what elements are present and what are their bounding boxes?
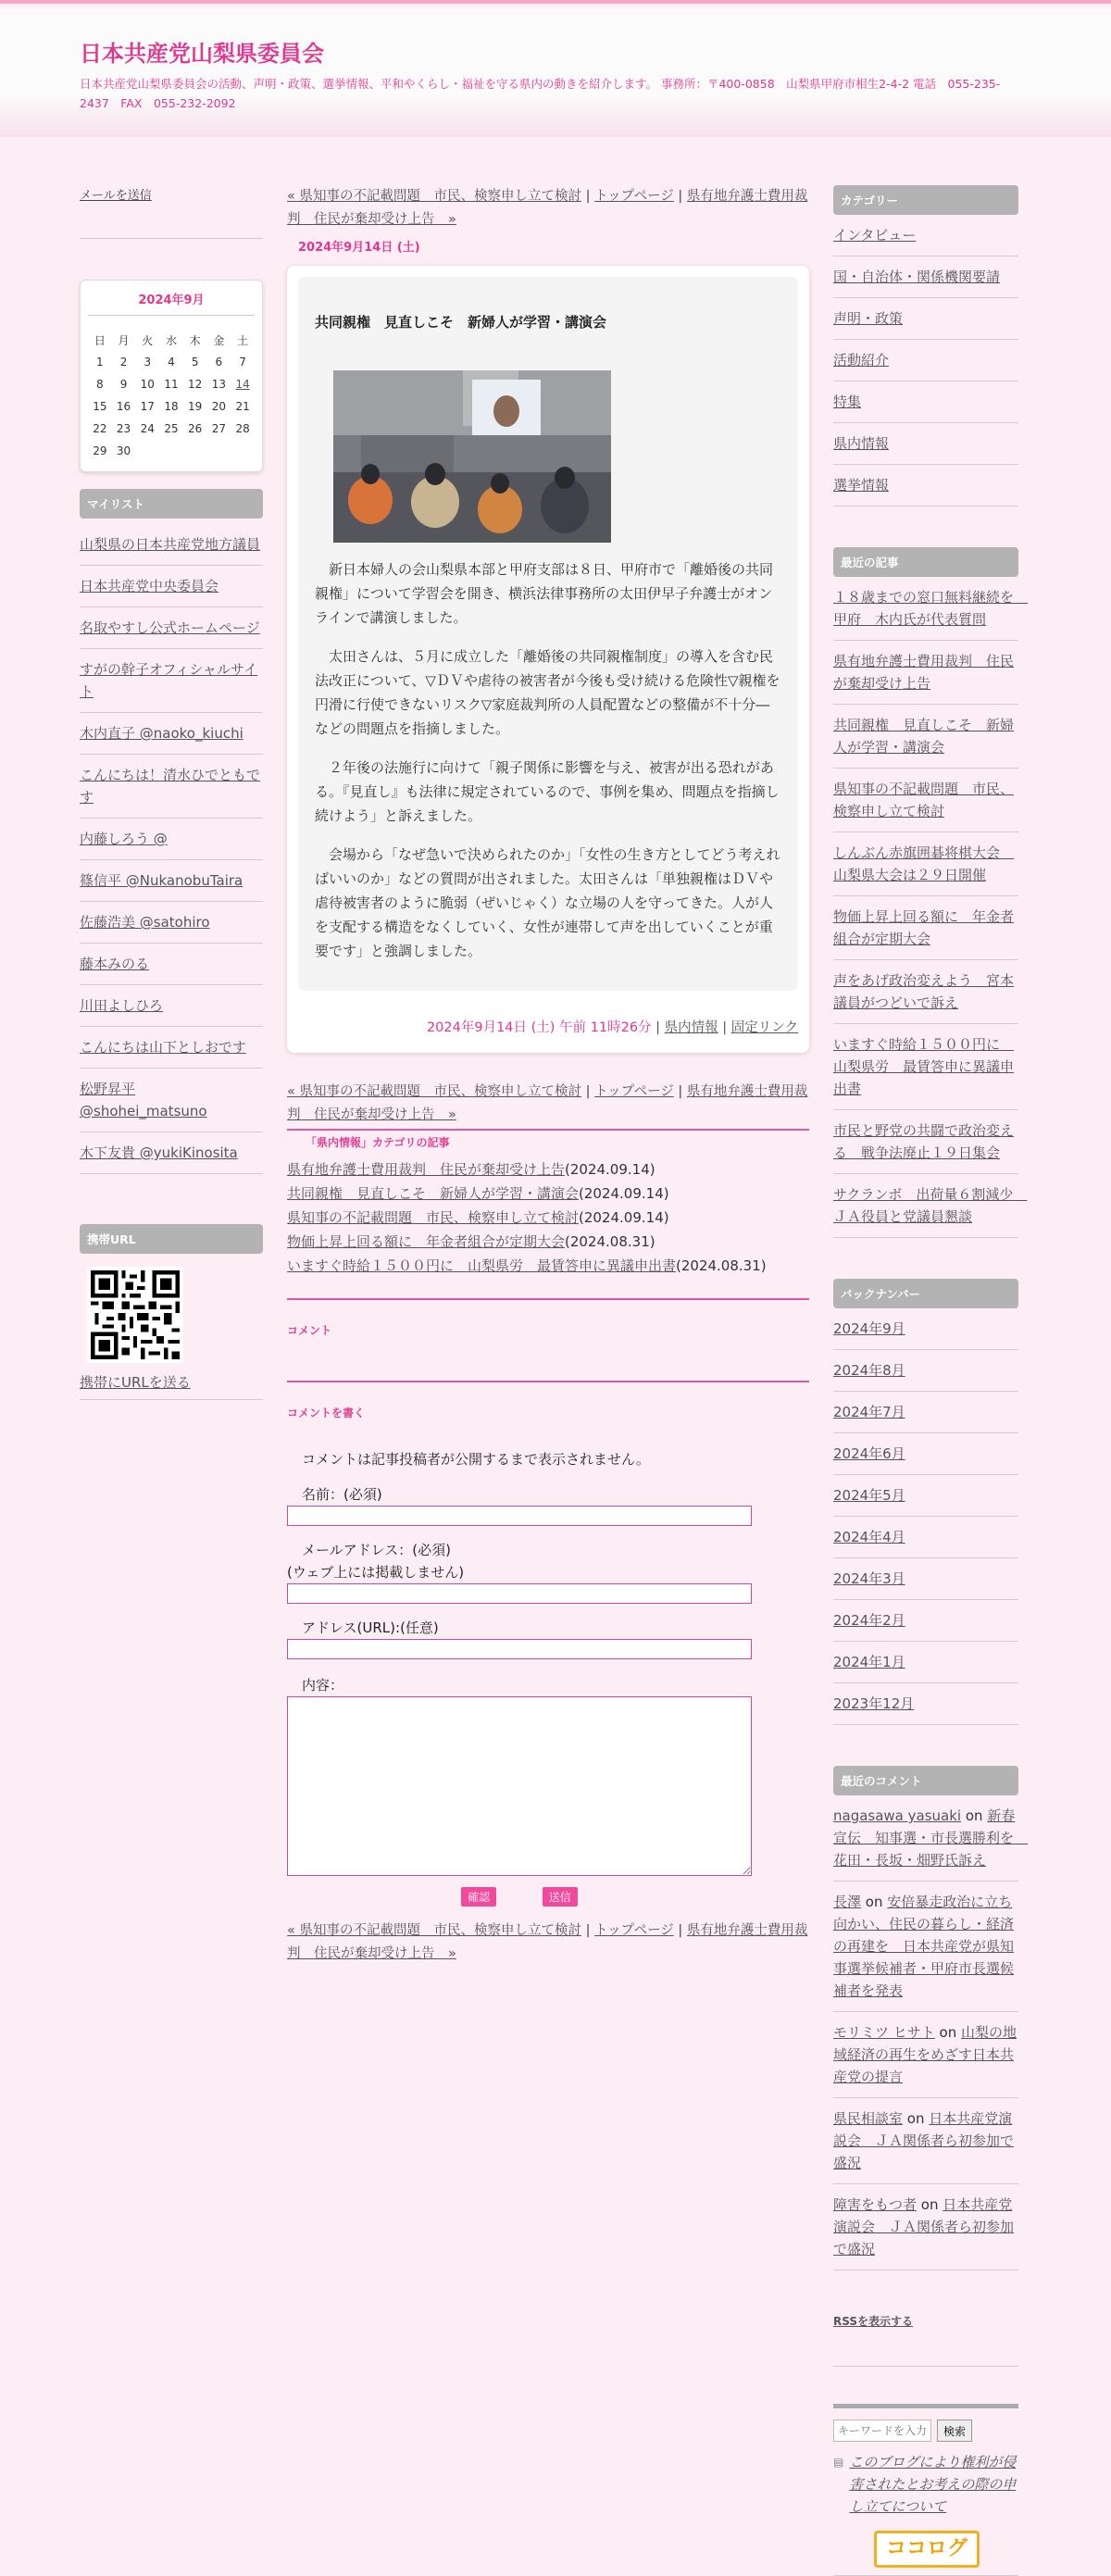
calendar — [80, 280, 263, 472]
weekday: 水 — [165, 333, 177, 347]
calendar-day: 21 — [235, 400, 250, 413]
weekday: 木 — [189, 333, 201, 347]
list-item — [833, 960, 1018, 1024]
weekday: 月 — [118, 333, 130, 347]
calendar-day: 30 — [116, 444, 131, 457]
category-link[interactable]: 声明・政策 — [833, 310, 904, 327]
url-field[interactable] — [287, 1639, 752, 1659]
comment-on: on — [934, 2024, 962, 2041]
mylist-link[interactable]: 佐藤浩美 @satohiro — [80, 914, 210, 931]
category-articles-heading: 「県内情報」カテゴリの記事 — [306, 1136, 450, 1149]
mylist-link[interactable]: 藤本みのる — [80, 956, 150, 972]
entry-nav-bottom — [287, 1919, 809, 1966]
calendar-day: 12 — [188, 378, 203, 391]
site-header — [0, 0, 1111, 137]
calendar-day-link[interactable] — [231, 373, 255, 395]
category-link[interactable]: 活動紹介 — [833, 352, 890, 369]
nav-separator: | — [673, 1084, 687, 1099]
mylist-link[interactable]: 松野昇平 @shohei_matsuno — [80, 1081, 207, 1119]
site-description: 日本共産党山梨県委員会の活動、声明・政策、選挙情報、平和やくらし・福祉を守る県内の動きを紹介します。 事務所：〒400-0858 山梨県甲府市相生2-4-2 電話 055-235-2437 FAX 055-232-2092 — [80, 77, 1001, 110]
next-entry-link[interactable]: 県有地弁護士費用裁判 住民が棄却受け上告 » — [287, 1084, 808, 1122]
comment-post-link[interactable]: 日本共産党演説会 ＪＡ関係者ら初参加で盛況 — [833, 2110, 1015, 2171]
name-label: 名前：(必須) — [302, 1486, 382, 1503]
list-item — [80, 1069, 263, 1132]
mylist-link[interactable]: 川田よしひろ — [80, 997, 164, 1014]
lecture-photo[interactable] — [333, 370, 611, 543]
mylist-link[interactable]: すがの幹子オフィシャルサイト — [80, 661, 258, 700]
list-item — [80, 713, 263, 755]
list-item — [80, 607, 263, 649]
list-item — [80, 902, 263, 944]
backnumber-link[interactable]: 2024年8月 — [833, 1362, 905, 1379]
list-item — [80, 566, 263, 607]
divider — [833, 2366, 1018, 2367]
list-item — [287, 1206, 809, 1230]
entry-category-link[interactable]: 県内情報 — [664, 1020, 718, 1035]
right-sidebar — [833, 185, 1029, 2576]
search-divider — [833, 2404, 1018, 2408]
write-comment-heading: コメントを書く — [287, 1407, 366, 1419]
calendar-day: 10 — [140, 378, 155, 391]
divider — [287, 1129, 809, 1131]
backnumber-link[interactable]: 2024年9月 — [833, 1320, 905, 1337]
recent-article-link[interactable]: 県知事の不記載問題 市民、検察申し立て検討 — [833, 781, 1015, 819]
list-item — [833, 1882, 1018, 2012]
comment-on: on — [961, 1807, 988, 1824]
main-content — [287, 185, 809, 1966]
nav-separator: | — [580, 1923, 595, 1938]
calendar-week — [88, 440, 255, 462]
mobile-url-heading: 携帯URL — [80, 1224, 263, 1254]
article-date: (2024.09.14) — [579, 1185, 669, 1202]
divider — [80, 238, 263, 239]
category-article-link[interactable]: 県知事の不記載問題 市民、検察申し立て検討 — [287, 1209, 580, 1226]
send-mail-link[interactable]: メールを送信 — [80, 189, 152, 203]
calendar-day: 19 — [188, 400, 203, 413]
recent-comments-list — [833, 1795, 1029, 2270]
comment-author-link[interactable]: 障害をもつ者 — [833, 2196, 918, 2213]
article-date: (2024.08.31) — [676, 1257, 767, 1274]
calendar-day: 13 — [211, 378, 226, 391]
category-article-link[interactable]: 県有地弁護士費用裁判 住民が棄却受け上告 — [287, 1161, 566, 1178]
list-item — [287, 1230, 809, 1254]
mylist-link[interactable]: 木下友貴 @yukiKinosita — [80, 1144, 238, 1161]
mylist — [80, 524, 263, 1174]
confirm-button[interactable]: 確認 — [461, 1887, 496, 1907]
weekday: 火 — [142, 333, 154, 347]
list-item — [833, 769, 1018, 832]
mylist-link[interactable]: 名取やすし公式ホームページ — [80, 619, 260, 636]
recent-article-link[interactable]: サクランボ 出荷量６割減少 ＪＡ役員と党議員懇談 — [833, 1186, 1028, 1225]
list-item — [833, 1642, 1018, 1683]
content-label: 内容： — [302, 1677, 344, 1694]
backnumber-link[interactable]: 2024年2月 — [833, 1612, 905, 1629]
article-date: (2024.09.14) — [579, 1209, 669, 1226]
backnumber-link[interactable]: 2024年4月 — [833, 1529, 905, 1545]
list-item — [833, 1174, 1028, 1238]
backnumber-link[interactable]: 2024年6月 — [833, 1445, 905, 1462]
mylist-link[interactable]: こんにちは山下としおです — [80, 1039, 246, 1056]
date-header: 2024年9月14日 (土) — [298, 241, 420, 255]
comment-author-link[interactable]: モリミツ ヒサト — [833, 2024, 935, 2041]
backnumber-link[interactable]: 2024年3月 — [833, 1570, 905, 1587]
calendar-day: 27 — [211, 422, 226, 435]
list-item — [833, 1350, 1018, 1392]
divider — [287, 1298, 809, 1300]
list-item — [833, 1795, 1029, 1882]
list-item — [833, 340, 1018, 381]
list-item — [833, 641, 1018, 705]
calendar-week — [88, 395, 255, 418]
recent-article-link[interactable]: １８歳までの窓口無料継続を 甲府 木内氏が代表質問 — [833, 589, 1029, 628]
email-note: (ウェブ上には掲載しません) — [287, 1564, 465, 1581]
comment-post-link[interactable]: 日本共産党演説会 ＪＡ関係者ら初参加で盛況 — [833, 2196, 1015, 2257]
list-item — [833, 705, 1018, 769]
comment-notice: コメントは記事投稿者が公開するまで表示されません。 — [302, 1451, 650, 1468]
calendar-day: 17 — [140, 400, 155, 413]
calendar-title: 2024年9月 — [88, 290, 255, 316]
category-article-link[interactable]: いますぐ時給１５００円に 山梨県労 最賃答申に異議申出書 — [287, 1257, 677, 1274]
mylist-link[interactable]: 木内直子 @naoko_kiuchi — [80, 725, 243, 742]
comment-on: on — [917, 2196, 943, 2213]
list-item — [80, 944, 263, 985]
footer-separator: | — [722, 1020, 731, 1035]
recent-article-link[interactable]: 市民と野党の共闘で政治変える 戦争法廃止１９日集会 — [833, 1122, 1015, 1161]
list-item — [833, 298, 1018, 340]
list-item — [833, 2184, 1018, 2270]
report-row — [833, 2451, 1018, 2518]
rights-report-link[interactable]: このブログにより権利が侵害されたとお考えの際の申し立てについて — [849, 2454, 1017, 2515]
weekday: 金 — [213, 333, 225, 347]
recent-article-link[interactable]: いますぐ時給１５００円に 山梨県労 最賃答申に異議申出書 — [833, 1036, 1015, 1097]
calendar-day: 1 — [96, 356, 104, 369]
list-item — [80, 860, 263, 902]
weekday: 土 — [237, 333, 249, 347]
email-label: メールアドレス：(必須) — [302, 1542, 451, 1558]
nav-separator: | — [580, 1084, 595, 1099]
top-page-link[interactable]: トップページ — [594, 1084, 674, 1099]
list-item — [833, 1392, 1018, 1433]
calendar-day: 4 — [168, 356, 175, 369]
category-article-link[interactable]: 共同親権 見直しこそ 新婦人が学習・講演会 — [287, 1185, 580, 1202]
search-input[interactable] — [833, 2420, 931, 2442]
calendar-day: 7 — [239, 356, 246, 369]
calendar-day: 5 — [191, 356, 199, 369]
entry-nav-top — [287, 185, 809, 231]
entry-footer — [298, 1017, 798, 1036]
search-box — [833, 2420, 1018, 2442]
recent-article-link[interactable]: 県有地弁護士費用裁判 住民が棄却受け上告 — [833, 653, 1015, 692]
entry-paragraph: 太田さんは、５月に成立した「離婚後の共同親権制度」の導入を含む民法改正について、▽ＤＶや虐待の被害者が今後も受け続ける危険性▽親権を円滑に行使できないリスク▽家庭裁判所の人員配置などの整備が不十分―などの問題点を指摘しました。 — [315, 648, 780, 737]
recent-articles-list — [833, 577, 1029, 1238]
calendar-day: 3 — [144, 356, 152, 369]
list-item — [833, 381, 1018, 423]
calendar-week — [88, 418, 255, 440]
backnumber-link[interactable]: 2024年7月 — [833, 1404, 905, 1420]
calendar-day: 18 — [164, 400, 179, 413]
calendar-day: 25 — [164, 422, 179, 435]
entry-paragraph: 新日本婦人の会山梨県本部と甲府支部は８日、甲府市で「離婚後の共同親権」について学習会を開き、横浜法律事務所の太田伊早子弁護士がオンラインで講演しました。 — [315, 561, 774, 626]
list-item — [287, 1254, 809, 1278]
backnumber-link[interactable]: 2024年1月 — [833, 1654, 905, 1670]
entry-nav-middle — [287, 1081, 809, 1127]
calendar-week — [88, 373, 255, 395]
list-item — [80, 1027, 263, 1069]
list-item — [833, 1308, 1018, 1350]
calendar-day — [231, 440, 255, 462]
category-article-link[interactable]: 物価上昇上回る額に 年金者組合が定期大会 — [287, 1233, 566, 1250]
comment-post-link[interactable]: 新春宣伝 知事選・市長選勝利を 花田・長坂・畑野氏訴え — [833, 1807, 1029, 1869]
comment-author-link[interactable]: 県民相談室 — [833, 2110, 904, 2127]
list-item — [833, 1558, 1018, 1600]
calendar-week — [88, 351, 255, 373]
list-item — [80, 985, 263, 1027]
search-button[interactable]: 検索 — [937, 2420, 972, 2442]
calendar-day — [135, 440, 159, 462]
list-item — [80, 649, 263, 713]
prev-entry-link[interactable]: « 県知事の不記載問題 市民、検察申し立て検討 — [287, 1084, 581, 1099]
entry-body — [315, 557, 781, 963]
list-item — [833, 577, 1029, 641]
category-link[interactable]: インタビュー — [833, 227, 917, 244]
mylist-link[interactable]: 内藤しろう @ — [80, 831, 168, 847]
mylist-link[interactable]: 山梨県の日本共産党地方議員 — [80, 536, 261, 553]
recent-article-link[interactable]: 物価上昇上回る額に 年金者組合が定期大会 — [833, 908, 1015, 947]
calendar-weekdays — [88, 329, 255, 351]
list-item — [80, 524, 263, 566]
calendar-day: 9 — [119, 378, 128, 391]
list-item — [833, 2012, 1018, 2098]
calendar-day: 15 — [93, 400, 107, 413]
list-item — [287, 1157, 809, 1182]
prev-entry-link[interactable]: « 県知事の不記載問題 市民、検察申し立て検討 — [287, 189, 581, 204]
comment-post-link[interactable]: 安倍暴走政治に立ち向かい、住民の暮らし・経済の再建を 日本共産党が県知事選挙候補者・甲府市長選候補者を発表 — [833, 1894, 1015, 1999]
calendar-day: 6 — [215, 356, 223, 369]
calendar-day — [183, 440, 207, 462]
calendar-day: 22 — [93, 422, 107, 435]
calendar-day: 8 — [96, 378, 104, 391]
left-sidebar — [80, 185, 263, 1400]
list-item — [833, 1433, 1018, 1475]
calendar-day — [159, 440, 183, 462]
divider — [80, 1399, 263, 1400]
list-item — [80, 755, 263, 819]
list-item — [833, 1683, 1018, 1725]
send-url-to-mobile-link[interactable]: 携帯にURLを送る — [80, 1374, 191, 1391]
nav-separator: | — [673, 1923, 687, 1938]
url-label: アドレス(URL):(任意) — [302, 1619, 439, 1636]
entry — [287, 266, 809, 1053]
backnumber-list — [833, 1308, 1018, 1725]
calendar-day: 24 — [140, 422, 155, 435]
list-item — [833, 1475, 1018, 1517]
list-item — [287, 1182, 809, 1206]
site-title[interactable]: 日本共産党山梨県委員会 — [80, 41, 324, 67]
calendar-day: 11 — [164, 378, 179, 391]
mylist-link[interactable]: こんにちは！清水ひでともです — [80, 767, 261, 806]
category-link[interactable]: 国・自治体・関係機関要請 — [833, 269, 1001, 285]
comment-content-field[interactable] — [287, 1696, 752, 1876]
nav-separator: | — [673, 189, 687, 204]
comment-author-link[interactable]: nagasawa yasuaki — [833, 1807, 962, 1824]
mylist-link[interactable]: 日本共産党中央委員会 — [80, 578, 219, 594]
entry-paragraph: ２年後の法施行に向けて「親子関係に影響を与え、被害が出る恐れがある。『見直し』も法律に規定されているので、事例を集め、問題点を指摘し続けよう」と訴えました。 — [315, 759, 780, 824]
top-page-link[interactable]: トップページ — [594, 189, 674, 204]
entry-inner — [298, 277, 798, 991]
list-item — [833, 1024, 1018, 1110]
list-item — [833, 423, 1018, 465]
top-page-link[interactable]: トップページ — [594, 1923, 674, 1938]
calendar-day — [207, 440, 231, 462]
entry-title: 共同親権 見直しこそ 新婦人が学習・講演会 — [315, 314, 607, 331]
category-link[interactable]: 県内情報 — [833, 435, 890, 452]
category-list — [833, 215, 1018, 506]
backnumber-link[interactable]: 2024年5月 — [833, 1487, 905, 1504]
document-icon: ▤ — [833, 2456, 844, 2469]
calendar-table — [88, 329, 255, 462]
rss-link[interactable]: RSSを表示する — [833, 2315, 913, 2328]
recent-article-link[interactable]: しんぶん赤旗囲碁将棋大会 山梨県大会は２９日開催 — [833, 844, 1015, 883]
next-entry-link[interactable]: 県有地弁護士費用裁判 住民が棄却受け上告 » — [287, 189, 808, 227]
email-field[interactable] — [287, 1583, 752, 1604]
backnumber-heading: バックナンバー — [833, 1279, 1018, 1308]
calendar-day: 23 — [116, 422, 131, 435]
list-item — [833, 896, 1018, 960]
name-field[interactable] — [287, 1506, 752, 1526]
list-item — [80, 819, 263, 860]
recent-article-link[interactable]: 声をあげ政治変えよう 宮本議員がつどいで訴え — [833, 972, 1015, 1011]
list-item — [833, 832, 1018, 896]
form-buttons — [287, 1887, 752, 1907]
calendar-day: 20 — [211, 400, 226, 413]
next-entry-link[interactable]: 県有地弁護士費用裁判 住民が棄却受け上告 » — [287, 1923, 808, 1961]
prev-entry-link[interactable]: « 県知事の不記載問題 市民、検察申し立て検討 — [287, 1923, 581, 1938]
category-articles-list — [287, 1157, 809, 1278]
list-item — [833, 465, 1018, 506]
divider — [287, 1381, 809, 1382]
calendar-day: 26 — [188, 422, 203, 435]
mylist-heading: マイリスト — [80, 489, 263, 519]
weekday: 日 — [94, 333, 106, 347]
comment-author-link[interactable]: 長澤 — [833, 1894, 862, 1910]
nav-separator: | — [580, 189, 595, 204]
list-item — [833, 1517, 1018, 1558]
calendar-day: 28 — [235, 422, 250, 435]
calendar-day: 16 — [116, 400, 131, 413]
backnumber-link[interactable]: 2023年12月 — [833, 1695, 915, 1712]
calendar-day: 2 — [119, 356, 128, 369]
calendar-day-14-link[interactable]: 14 — [235, 378, 250, 391]
entry-datetime: 2024年9月14日 (土) 午前 11時26分 — [426, 1020, 652, 1035]
mylist-link[interactable]: 篠信平 @NukanobuTaira — [80, 872, 243, 889]
comment-post-link[interactable]: 山梨の地域経済の再生をめざす日本共産党の提言 — [833, 2024, 1017, 2085]
list-item — [833, 1600, 1018, 1642]
comment-on: on — [861, 1894, 888, 1910]
category-heading: カテゴリー — [833, 185, 1018, 215]
list-item — [833, 256, 1018, 298]
comments-heading: コメント — [287, 1324, 332, 1337]
list-item — [833, 215, 1018, 256]
submit-button[interactable]: 送信 — [543, 1887, 578, 1907]
recent-comments-heading: 最近のコメント — [833, 1766, 1018, 1795]
article-date: (2024.09.14) — [565, 1161, 655, 1178]
permalink[interactable]: 固定リンク — [730, 1020, 798, 1035]
category-link[interactable]: 特集 — [833, 394, 862, 410]
cocolog-logo[interactable]: ココログ — [874, 2531, 980, 2568]
entry-paragraph: 会場から「なぜ急いで決められたのか」「女性の生き方としてどう考えればいいのか」などの質問が出されました。太田さんは「単独親権はＤＶや虐待被害者のように脆弱（ぜいじゃく）な立場の人を守ってきた。人が人を支配する構造をなくしていく、女性が連帯して声を出していくことが重要です」と強調しました。 — [315, 846, 780, 959]
article-date: (2024.08.31) — [565, 1233, 655, 1250]
list-item — [833, 1110, 1018, 1174]
comment-on: on — [903, 2110, 930, 2127]
category-link[interactable]: 選挙情報 — [833, 477, 890, 494]
recent-article-link[interactable]: 共同親権 見直しこそ 新婦人が学習・講演会 — [833, 717, 1015, 756]
footer-separator: | — [655, 1020, 665, 1035]
qr-code-icon — [87, 1267, 183, 1363]
recent-articles-heading: 最近の記事 — [833, 547, 1018, 577]
list-item — [80, 1132, 263, 1174]
calendar-day: 29 — [93, 444, 107, 457]
list-item — [833, 2098, 1018, 2184]
